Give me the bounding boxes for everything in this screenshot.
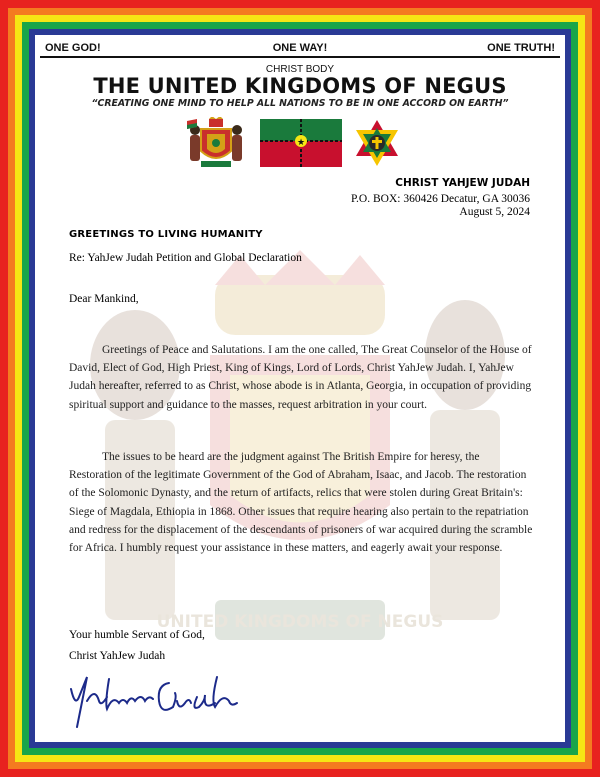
svg-text:★: ★ [296, 137, 306, 147]
page-title: THE UNITED KINGDOMS OF NEGUS [93, 74, 507, 98]
signature [65, 667, 255, 735]
closing-name: Christ YahJew Judah [69, 650, 166, 662]
sender-name: CHRIST YAHJEW JUDAH [395, 177, 530, 189]
subject-line: Re: YahJew Judah Petition and Global Declaration [69, 252, 302, 264]
motto-left: ONE GOD! [45, 42, 101, 54]
body-paragraph-2: The issues to be heard are the judgment against The British Empire for heresy, the Restoration of the legitimate Government of the God of Abraham, Isaac, and Jacob. The restoration of the Solomonic Dynasty, and the return of artifacts, relics that were stolen during Great Britain's: Siege of Magdala, Ethiopia in 1868. Other issues that require hearing also pertain to the repatriation and redress for the displacement of the descendants of prisoners of war acquired during the scramble for Africa. I humbly request your assistance in these matters, and eagerly await your response. [69, 451, 533, 555]
body-paragraph-1: Greetings of Peace and Salutations. I am the one called, The Great Counselor of the House of David, Elect of God, High Priest, King of Kings, Lord of Lords, Christ YahJew Judah. I, YahJew Judah hereafter, referred to as Christ, whose abode is in Atlanta, Georgia, in occupation of providing spiritual support and guidance to the masses, request arbitration in your court. [69, 344, 532, 411]
tagline: “CREATING ONE MIND TO HELP ALL NATIONS TO BE IN ONE ACCORD ON EARTH” [91, 98, 509, 109]
header-rule [40, 56, 560, 58]
watermark-label: UNITED KINGDOMS OF NEGUS [156, 612, 444, 632]
letter-date: August 5, 2024 [459, 206, 530, 218]
motto-center: ONE WAY! [272, 42, 328, 54]
christ-body-label: CHRIST BODY [265, 64, 335, 75]
greeting-heading: GREETINGS TO LIVING HUMANITY [69, 229, 263, 240]
coat-of-arms-icon [187, 117, 245, 169]
closing: Your humble Servant of God, [69, 629, 205, 641]
salutation: Dear Mankind, [69, 293, 139, 305]
motto-right: ONE TRUTH! [487, 42, 555, 54]
flag-icon [260, 119, 342, 167]
letter-page [35, 35, 565, 742]
star-of-david-icon [353, 119, 401, 167]
sender-address: P.O. BOX: 360426 Decatur, GA 30036 [350, 193, 530, 205]
